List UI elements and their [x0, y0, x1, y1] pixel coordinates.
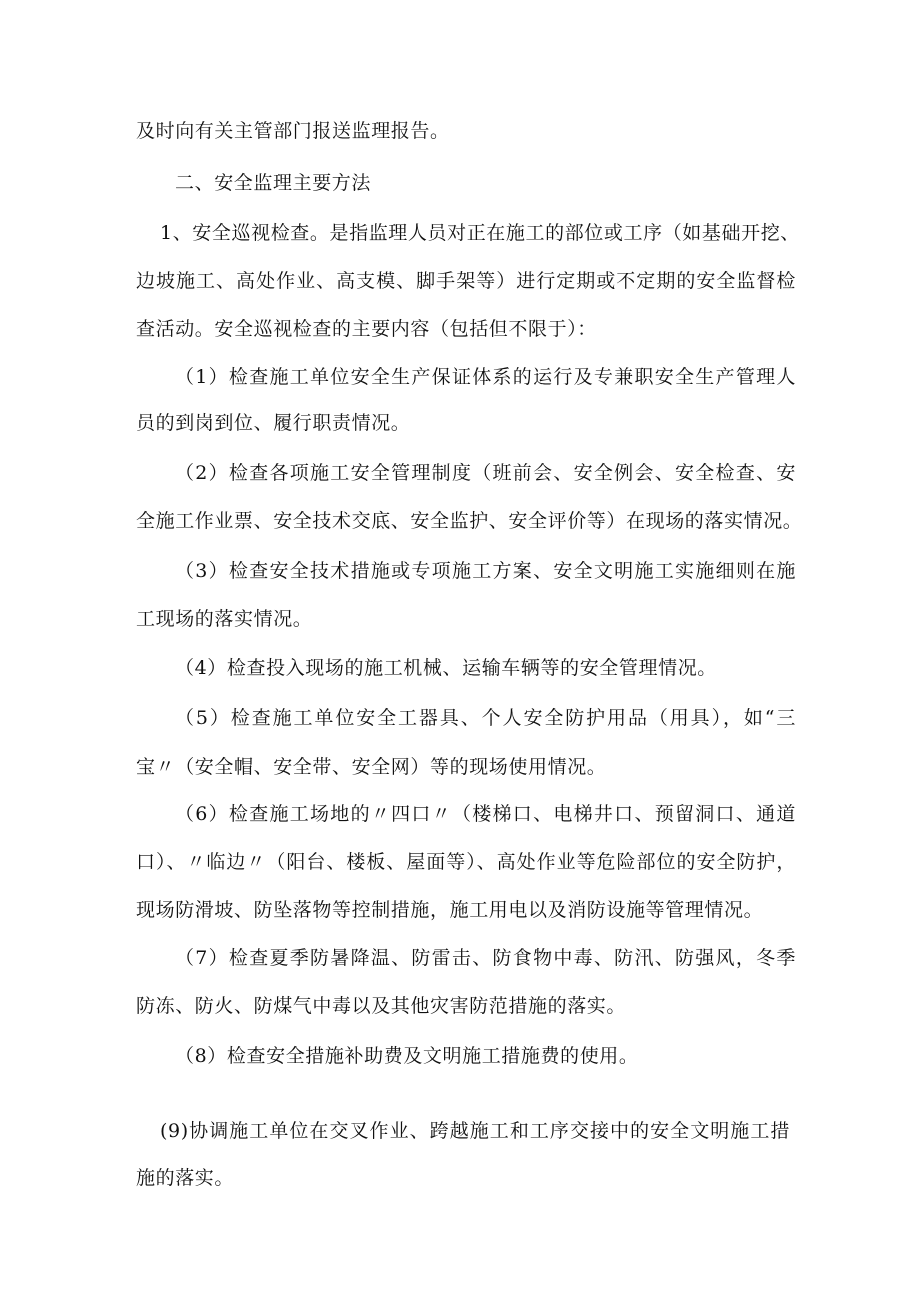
text-line: 全施工作业票、安全技术交底、安全监护、安全评价等）在现场的落实情况。 [136, 510, 803, 532]
list-item: （7）检查夏季防暑降温、防雷击、防食物中毒、防汛、防强风，冬季 [175, 947, 796, 969]
list-item: （5）检查施工单位安全工器具、个人安全防护用品（用具），如“三 [175, 707, 796, 729]
text-line: 1、安全巡视检查。是指监理人员对正在施工的部位或工序（如基础开挖、 [160, 222, 800, 244]
list-item: （1）检查施工单位安全生产保证体系的运行及专兼职安全生产管理人 [175, 366, 796, 388]
list-item: （3）检查安全技术措施或专项施工方案、安全文明施工实施细则在施 [175, 560, 796, 582]
list-item: （6）检查施工场地的〃四口〃（楼梯口、电梯井口、预留洞口、通道 [175, 803, 796, 825]
text-line: 现场防滑坡、防坠落物等控制措施，施工用电以及消防设施等管理情况。 [136, 899, 764, 921]
text-line: 宝〃（安全帽、安全带、安全网）等的现场使用情况。 [136, 756, 607, 778]
text-line: 边坡施工、高处作业、高支模、脚手架等）进行定期或不定期的安全监督检 [136, 270, 796, 292]
text-line: 工现场的落实情况。 [136, 608, 313, 630]
text-line: 查活动。安全巡视检查的主要内容（包括但不限于）： [136, 318, 597, 340]
list-item: （4）检查投入现场的施工机械、运输车辆等的安全管理情况。 [175, 657, 717, 679]
text-line: 口）、〃临边〃（阳台、楼板、屋面等）、高处作业等危险部位的安全防护， [136, 851, 796, 873]
list-item: （8）检查安全措施补助费及文明施工措施费的使用。 [175, 1045, 639, 1067]
text-line: 防冻、防火、防煤气中毒以及其他灾害防范措施的落实。 [136, 995, 627, 1017]
text-line: 施的落实。 [136, 1167, 235, 1189]
section-heading: 二、安全监理主要方法 [175, 172, 372, 194]
list-item: (9)协调施工单位在交叉作业、跨越施工和工序交接中的安全文明施工措 [160, 1120, 790, 1142]
list-item: （2）检查各项施工安全管理制度（班前会、安全例会、安全检查、安 [175, 462, 796, 484]
text-line: 员的到岗到位、履行职责情况。 [136, 412, 411, 434]
text-line: 及时向有关主管部门报送监理报告。 [136, 120, 450, 142]
